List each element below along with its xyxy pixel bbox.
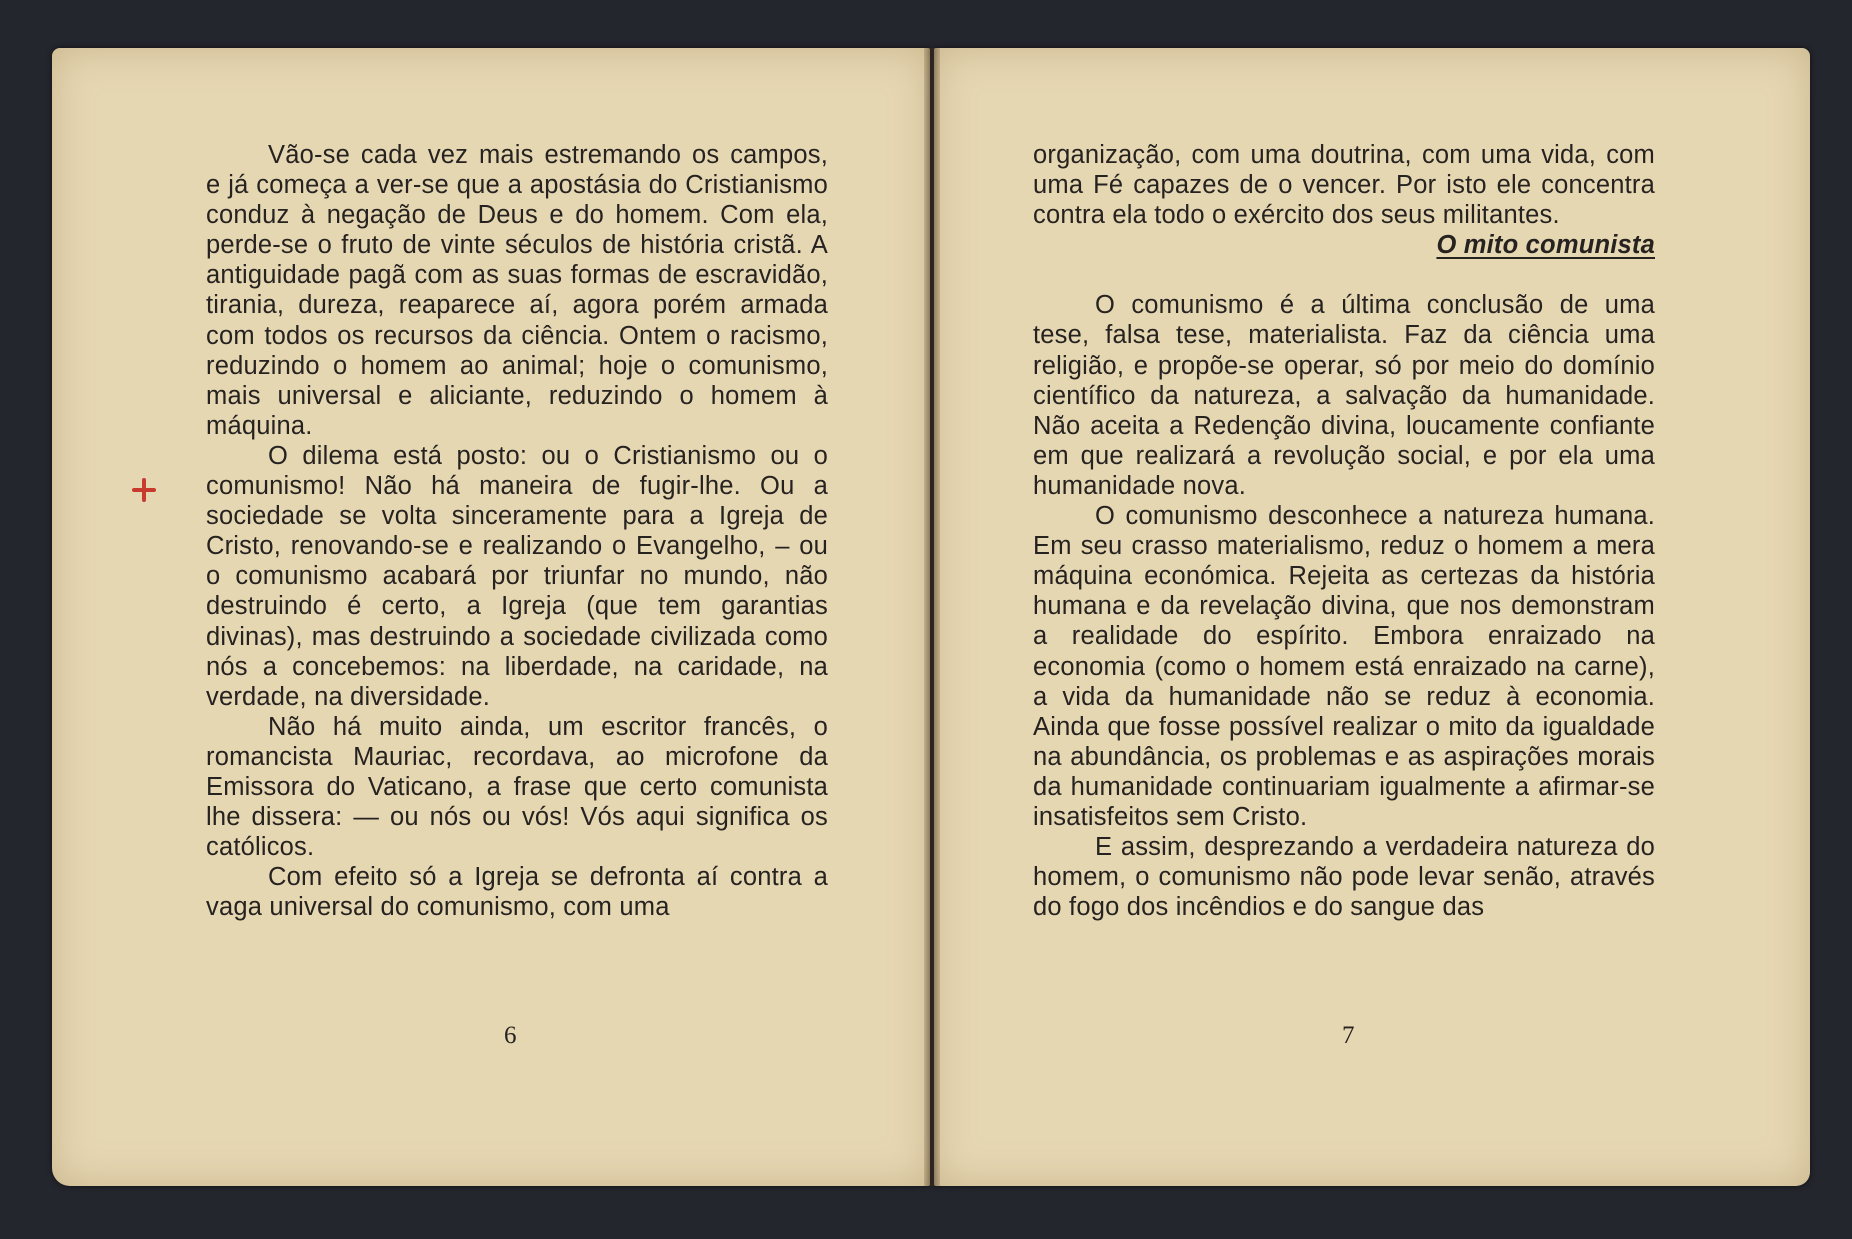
left-paragraph-3: Não há muito ainda, um escritor francês, o romancista Mauriac, recordava, ao microfone da Emissora do Vaticano, a frase que certo comunista lhe dissera: — ou nós ou vós! Vós aqui significa os católicos. — [206, 712, 828, 862]
left-paragraph-4: Com efeito só a Igreja se defronta aí contra a vaga universal do comunismo, com uma — [206, 863, 828, 922]
right-paragraph-3: E assim, desprezando a verdadeira natureza do homem, o comunismo não pode levar senão, através do fogo dos incêndios e do sangue das — [1033, 833, 1655, 922]
book-gutter — [924, 48, 940, 1186]
right-paragraph-1: O comunismo é a última conclusão de uma tese, falsa tese, materialista. Faz da ciência uma religião, e propõe-se operar, só por meio do domínio científico da natureza, a salvação da humanidade. Não aceita a Redenção divina, loucamente confiante em que realizará a revolução social, e por ela uma humanidade nova. — [1033, 291, 1655, 500]
right-paragraph-2: O comunismo desconhece a natureza humana. Em seu crasso materialismo, reduz o homem a mera máquina económica. Rejeita as certezas da história humana e da revelação divina, que nos demonstram a realidade do espírito. Embora enraizado na economia (como o homem está enraizado na carne), a vida da humanidade não se reduz à economia. Ainda que fosse possível realizar o mito da igualdade na abundância, os problemas e as aspirações morais da humanidade continuariam igualmente a afirmar-se insatisfeitos sem Cristo. — [1033, 502, 1655, 831]
left-paragraph-1: Vão-se cada vez mais estremando os campos, e já começa a ver-se que a apostásia do Cristianismo conduz à negação de Deus e do homem. Com ela, perde-se o fruto de vinte séculos de história cristã. A antiguidade pagã com as suas formas de escravidão, tirania, dureza, reaparece aí, agora porém armada com todos os recursos da ciência. Ontem o racismo, reduzindo o homem ao animal; hoje o comunismo, mais universal e aliciante, reduzindo o homem à máquina. — [206, 141, 828, 440]
left-page-text — [206, 140, 828, 922]
red-cross-mark-icon — [132, 478, 156, 502]
right-continuation-paragraph: organização, com uma doutrina, com uma vida, com uma Fé capazes de o vencer. Por isto ele concentra contra ela todo o exército dos seus militantes. — [1033, 141, 1655, 230]
section-heading: O mito comunista — [1436, 231, 1655, 260]
right-page-number: 7 — [1342, 1022, 1355, 1049]
left-paragraph-2: O dilema está posto: ou o Cristianismo ou o comunismo! Não há maneira de fugir-lhe. Ou a sociedade se volta sinceramente para a Igreja de Cristo, renovando-se e realizando o Evangelho, – ou o comunismo acabará por triunfar no mundo, não destruindo é certo, a Igreja (que tem garantias divinas), mas destruindo a sociedade civilizada como nós a concebemos: na liberdade, na caridade, na verdade, na diversidade. — [206, 441, 828, 711]
right-page-text — [1033, 140, 1655, 922]
left-page-number: 6 — [504, 1022, 517, 1049]
